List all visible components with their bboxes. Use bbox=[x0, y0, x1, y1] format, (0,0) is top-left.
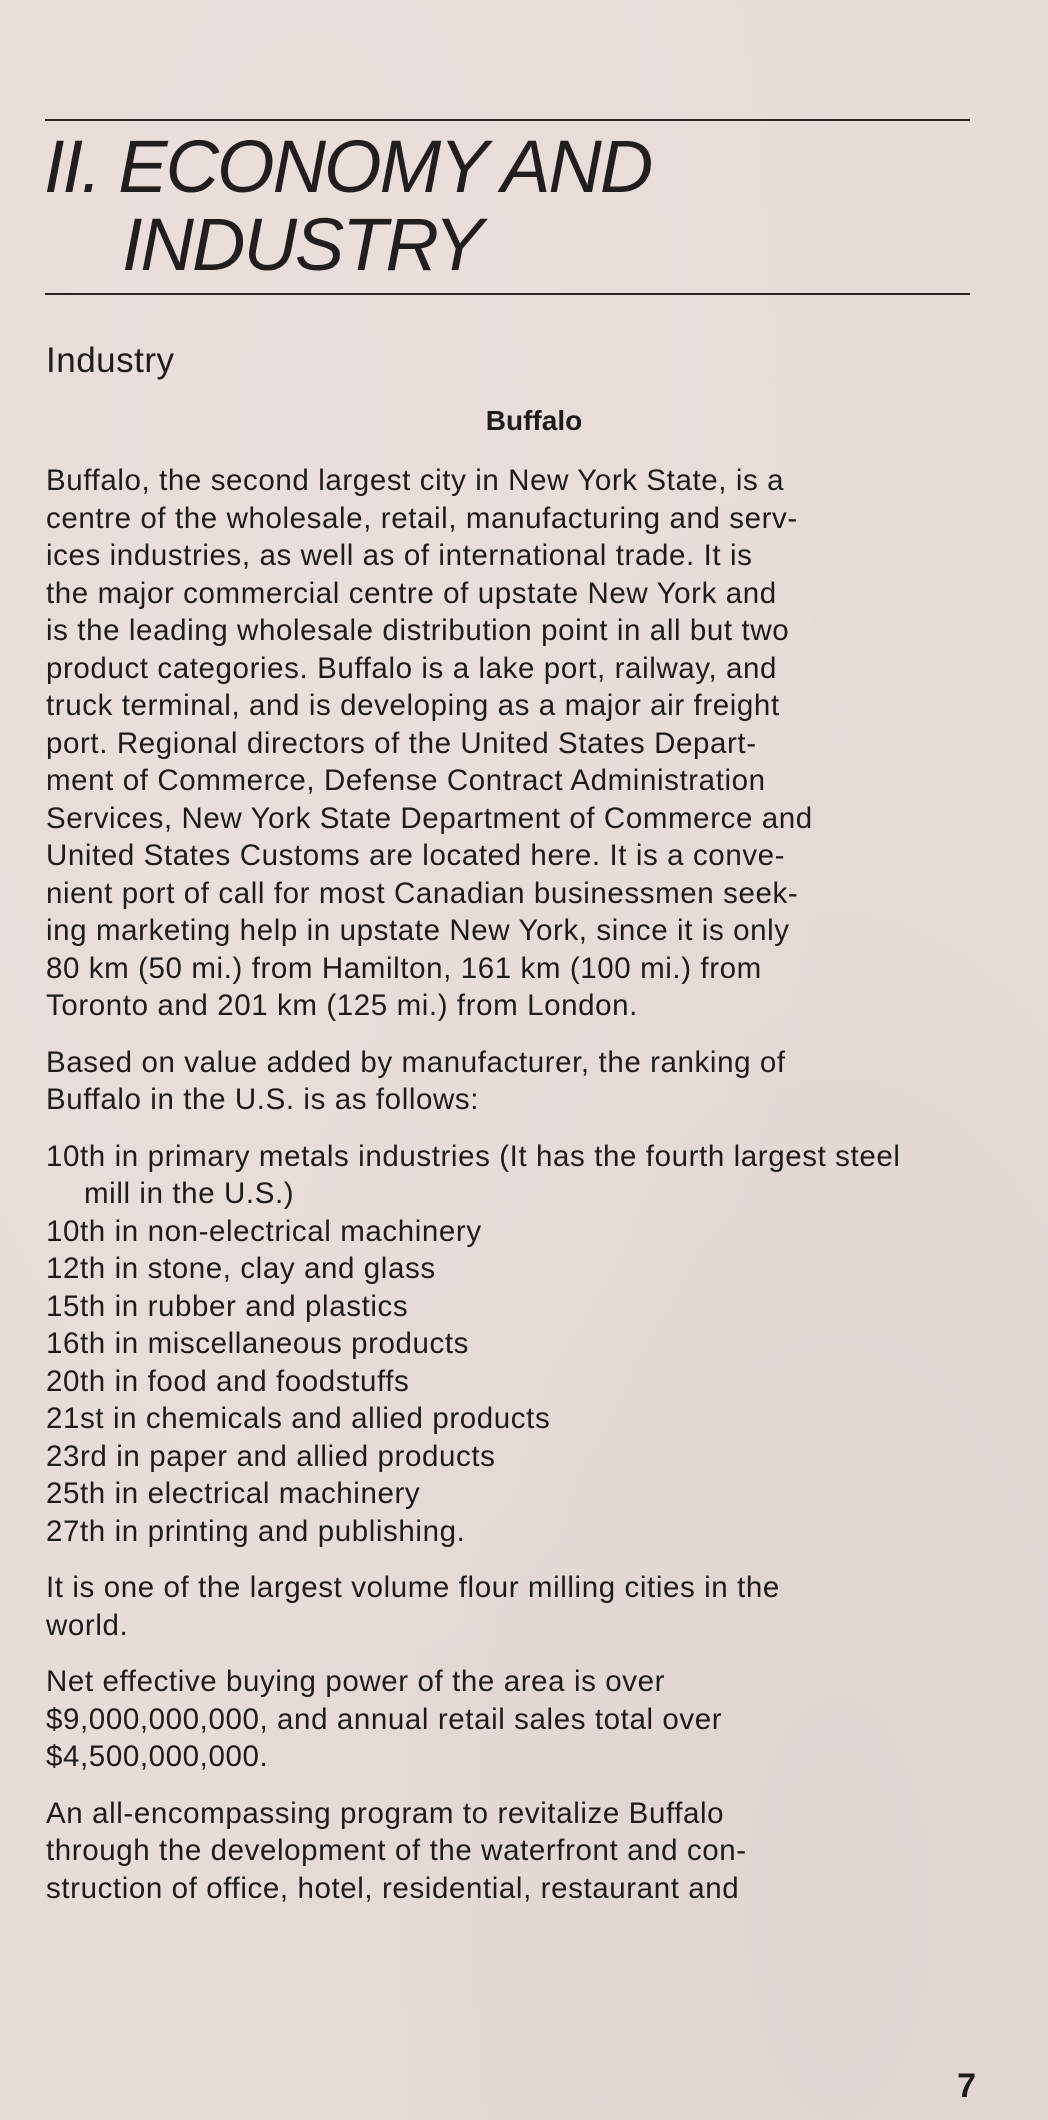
top-rule bbox=[45, 119, 970, 121]
ranking-item: 23rd in paper and allied products bbox=[46, 1439, 496, 1473]
chapter-title-line2: INDUSTRY bbox=[122, 203, 482, 286]
flour-paragraph: It is one of the largest volume flour milling cities in the world. bbox=[46, 1571, 780, 1642]
chapter-title-line1: II. ECONOMY AND bbox=[44, 125, 652, 208]
ranking-item: 16th in miscellaneous products bbox=[46, 1327, 470, 1360]
rankings-list bbox=[46, 1138, 986, 1551]
bottom-rule bbox=[45, 293, 970, 295]
ranking-item: 21st in chemicals and allied products bbox=[46, 1402, 551, 1435]
intro-paragraph: Buffalo, the second largest city in New York State, is a centre of the wholesale, retail, manufacturing and serv- ices industries, as well as of international trade. It is the major commercial centre of upstate New York and is the leading wholesale distribution point in all but two product categories. Buffalo is a lake port, railway, and truck terminal, and is developing as a major air freight port. Regional directors of the United States Depart- ment of Commerce, Defense Contract Administration Services, New York State Department of Commerce and United States Customs are located here. It is a conve- nient port of call for most Canadian businessmen seek- ing marketing help in upstate New York, since it is only 80 km (50 mi.) from Hamilton, 161 km (100 mi.) from Toronto and 201 km (125 mi.) from London. bbox=[46, 464, 813, 1022]
ranking-item: 12th in stone, clay and glass bbox=[46, 1252, 436, 1285]
ranking-intro-paragraph: Based on value added by manufacturer, the ranking of Buffalo in the U.S. is as follows: bbox=[46, 1045, 786, 1116]
ranking-item: 20th in food and foodstuffs bbox=[46, 1364, 410, 1398]
ranking-item: 27th in printing and publishing. bbox=[46, 1514, 466, 1548]
revitalize-paragraph: An all-encompassing program to revitalize Buffalo through the development of the waterfront and con- struction of office, hotel, residential, restaurant and bbox=[46, 1796, 747, 1905]
ranking-item: 10th in non-electrical machinery bbox=[46, 1214, 482, 1248]
body-text bbox=[46, 462, 986, 1926]
section-heading: Industry bbox=[46, 341, 175, 380]
chapter-title bbox=[44, 125, 652, 286]
ranking-item: 15th in rubber and plastics bbox=[46, 1289, 409, 1323]
page-number: 7 bbox=[957, 2067, 976, 2105]
subheading: Buffalo bbox=[485, 405, 583, 436]
buying-power-paragraph: Net effective buying power of the area is over $9,000,000,000, and annual retail sales total over $4,500,000,000. bbox=[46, 1665, 723, 1773]
ranking-item: 25th in electrical machinery bbox=[46, 1477, 421, 1510]
ranking-item: 10th in primary metals industries (It has the fourth largest steel mill in the U.S.) bbox=[46, 1139, 901, 1210]
